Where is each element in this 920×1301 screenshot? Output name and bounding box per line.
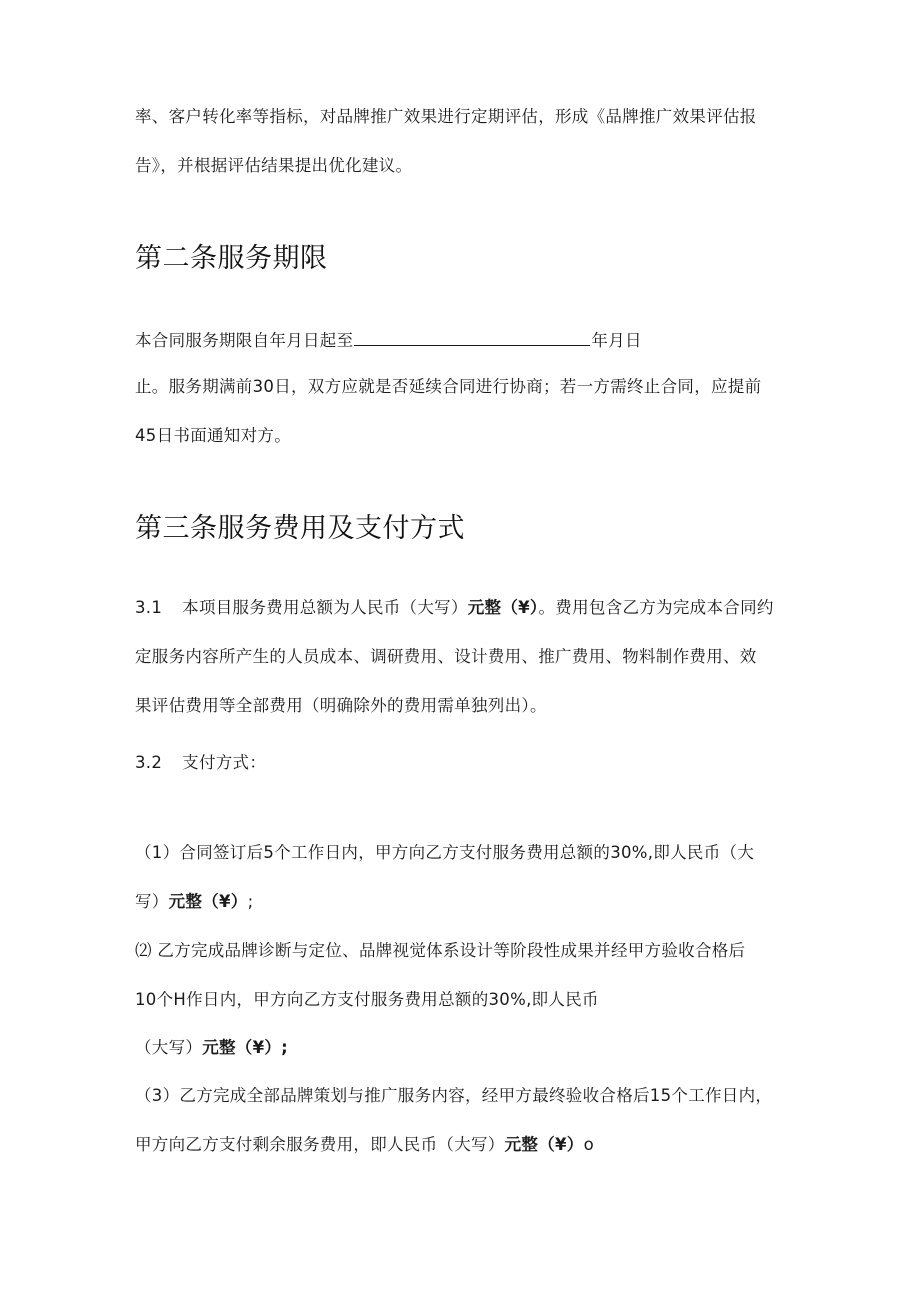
payment-item-1-line-2 <box>135 891 253 913</box>
paragraph-line: 告》，并根据评估结果提出优化建议。 <box>135 156 413 175</box>
clause-3-1-line-3: 果评估费用等全部费用（明确除外的费用需单独列出）。 <box>135 696 547 715</box>
item-text: （大写） <box>135 1038 203 1057</box>
section-2-title: 第二条服务期限 <box>135 243 328 274</box>
amount-placeholder: 元整（¥） <box>504 1135 584 1154</box>
term-text-before: 本合同服务期限自年月日起至 <box>135 331 354 350</box>
clause-3-2 <box>135 752 266 774</box>
section-2-line-1 <box>135 327 642 352</box>
clause-text: 本项目服务费用总额为人民币（大写） <box>182 598 468 617</box>
amount-placeholder: 元整（¥） <box>168 892 248 911</box>
item-text: 写） <box>135 892 169 911</box>
payment-item-1-line-1: （1）合同签订后5个工作日内，甲方向乙方支付服务费用总额的30%,即人民币（大 <box>135 843 755 862</box>
section-2-line-3: 45日书面通知对方。 <box>135 426 291 445</box>
payment-item-2-line-2: 10个H作日内，甲方向乙方支付服务费用总额的30%,即人民币 <box>135 990 599 1009</box>
clause-3-1-line-2: 定服务内容所产生的人员成本、调研费用、设计费用、推广费用、物料制作费用、效 <box>135 647 757 666</box>
clause-3-1-line-1 <box>135 597 774 619</box>
section-2-line-2: 止。服务期满前30日，双方应就是否延续合同进行协商；若一方需终止合同，应提前 <box>135 377 762 396</box>
item-text: o <box>583 1135 594 1154</box>
payment-item-2-line-1: ⑵ 乙方完成品牌诊断与定位、品牌视觉体系设计等阶段性成果并经甲方验收合格后 <box>135 941 746 960</box>
clause-label: 支付方式： <box>182 753 267 772</box>
clause-number: 3.1 <box>135 598 163 617</box>
item-text: ; <box>247 892 254 911</box>
item-text: 甲方向乙方支付剩余服务费用，即人民币（大写） <box>135 1135 505 1154</box>
clause-text: 。费用包含乙方为完成本合同约 <box>538 598 774 617</box>
section-3-title: 第三条服务费用及支付方式 <box>135 513 465 544</box>
payment-item-3-line-1: （3）乙方完成全部品牌策划与推广服务内容，经甲方最终验收合格后15个工作日内， <box>135 1086 773 1105</box>
paragraph-line: 率、客户转化率等指标，对品牌推广效果进行定期评估，形成《品牌推广效果评估报 <box>135 107 757 126</box>
amount-placeholder: 元整（¥）; <box>202 1038 289 1057</box>
payment-item-2-line-3 <box>135 1037 288 1059</box>
clause-number: 3.2 <box>135 753 163 772</box>
term-text-after: 年月日 <box>591 331 642 350</box>
amount-placeholder: 元整（¥） <box>467 598 539 617</box>
date-blank-field[interactable] <box>354 327 590 346</box>
payment-item-3-line-2 <box>135 1134 594 1156</box>
